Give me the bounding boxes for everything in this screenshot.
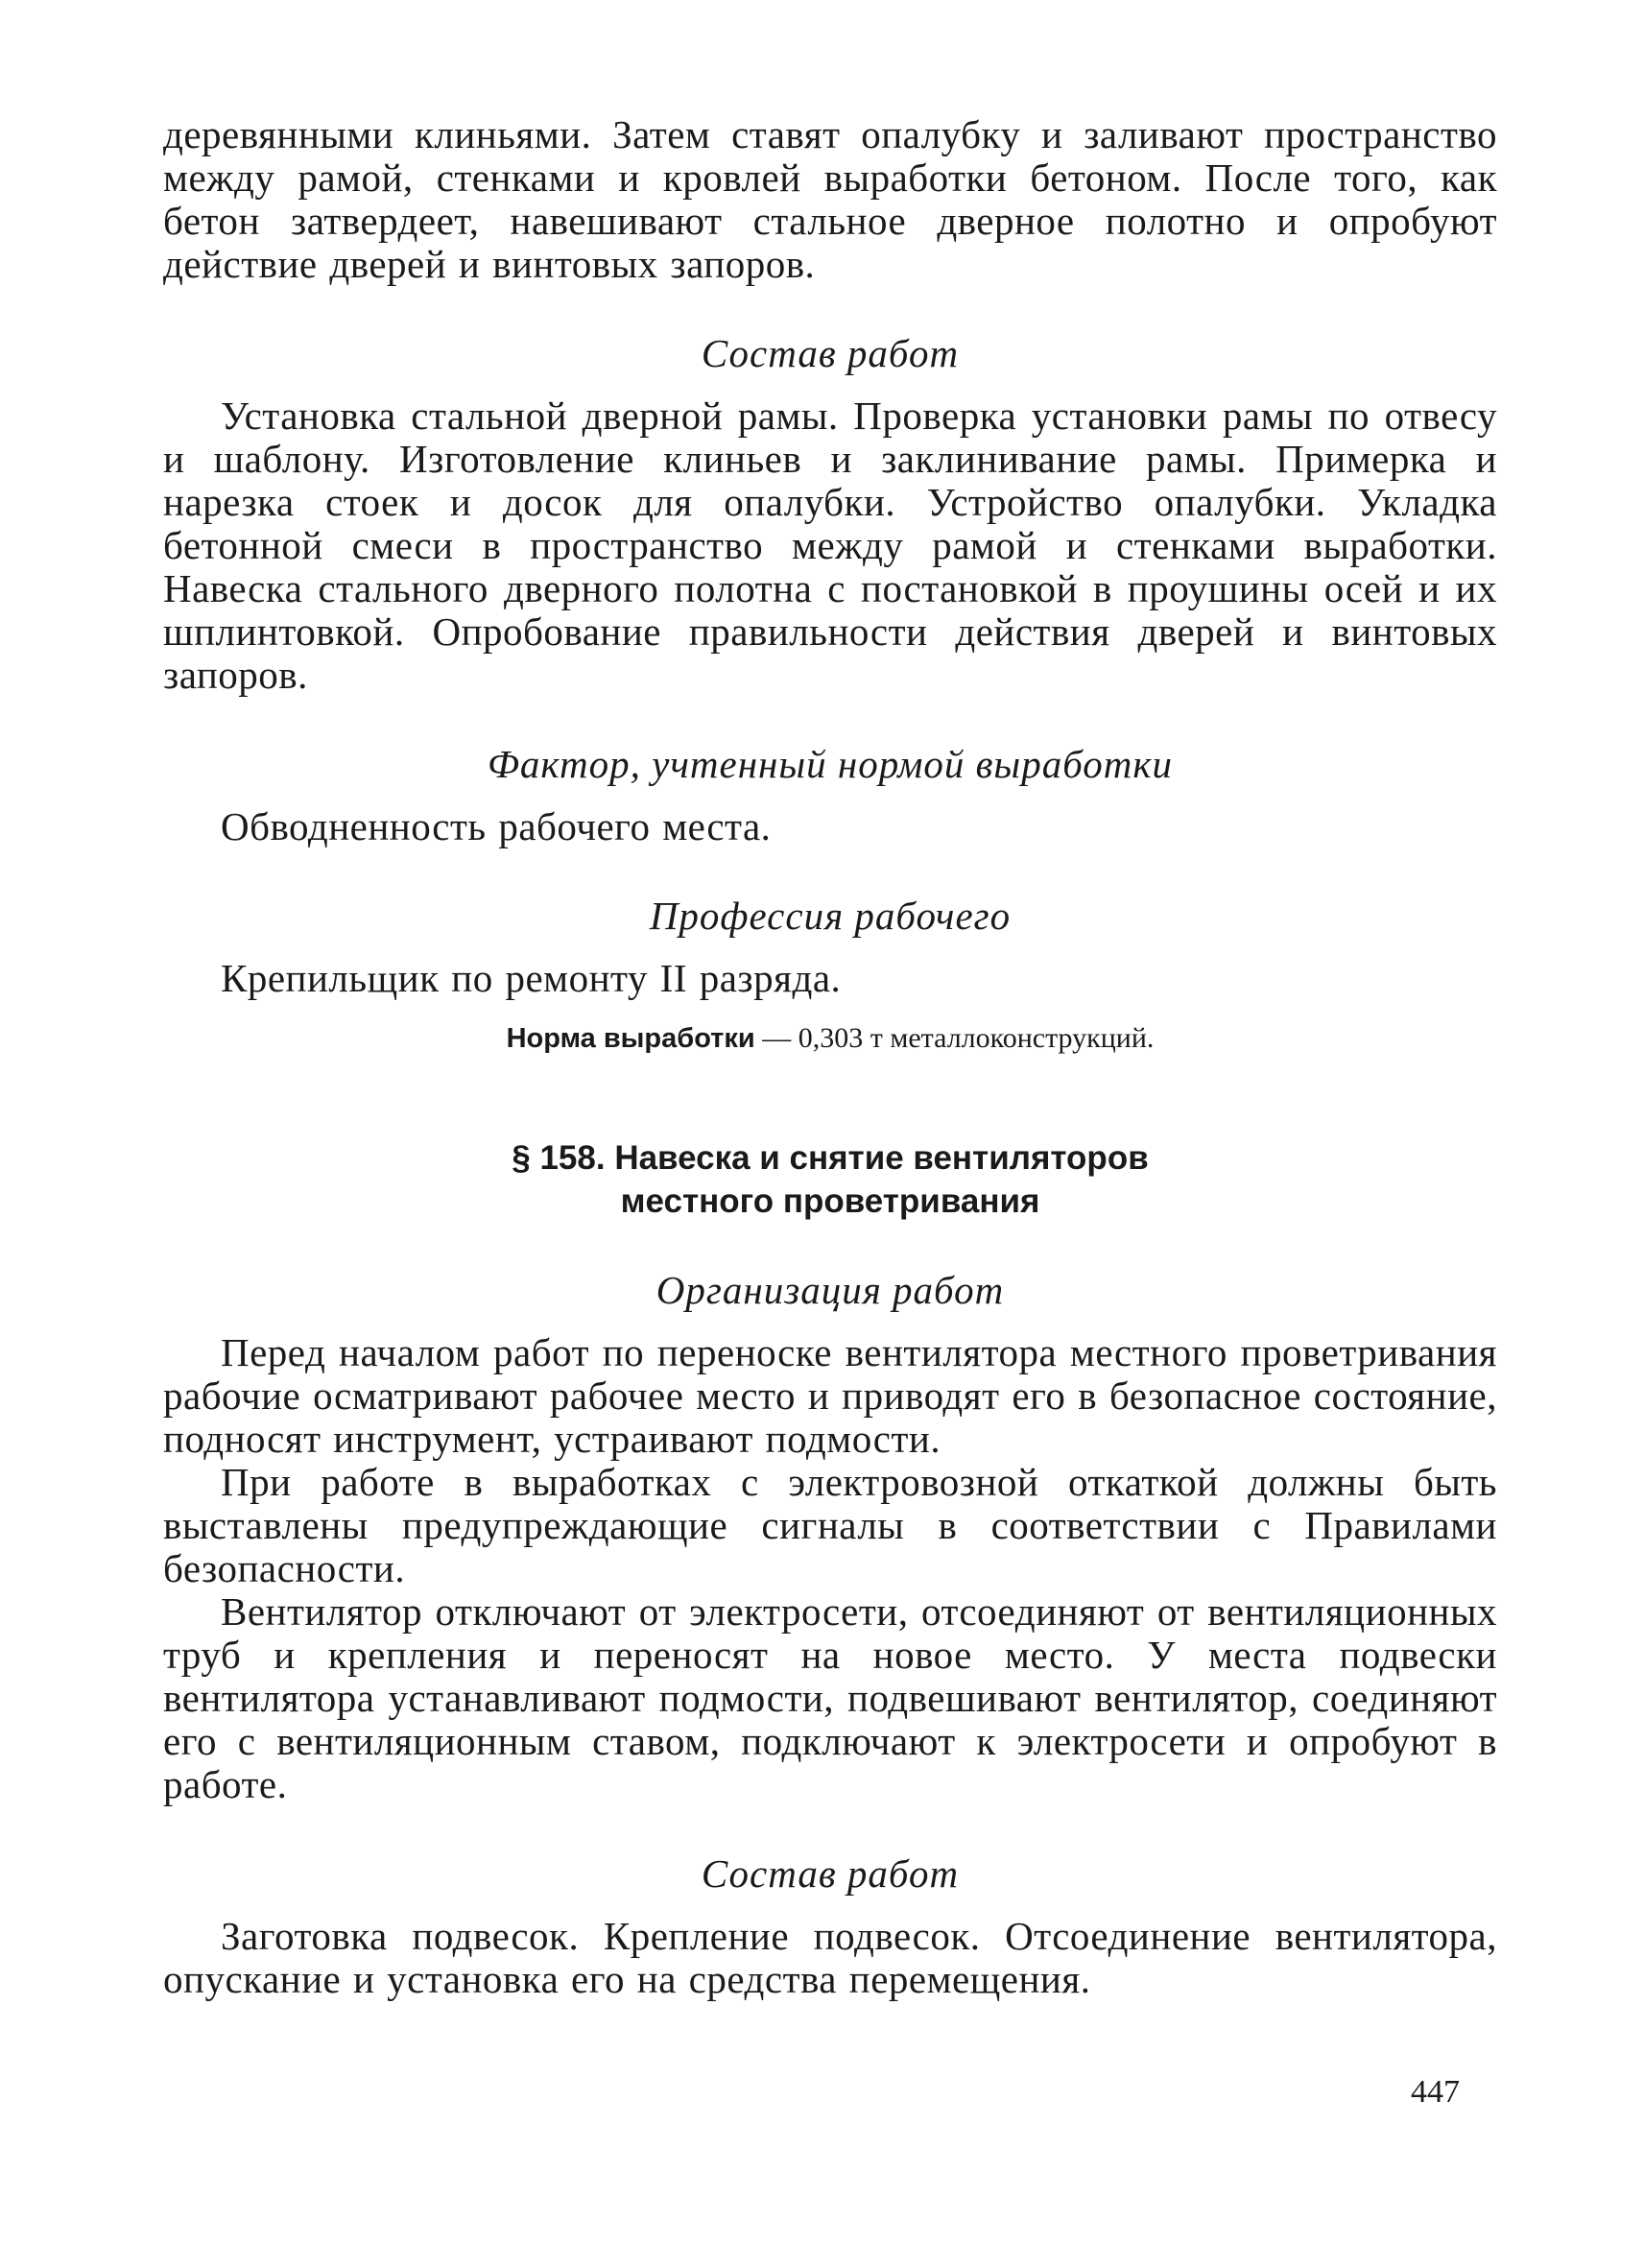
page-content (163, 113, 1497, 2001)
organization-paragraph: Вентилятор отключают от электросети, отсоединяют от вентиляционных труб и крепления и переносят на новое место. У места подвески вентилятора устанавливают подмости, подвешивают вентилятор, соединяют его с вентиляционным ставом, подключают к электросети и опробуют в работе. (163, 1589, 1497, 1806)
page-number: 447 (1411, 2074, 1460, 2110)
profession-text: Крепильщик по ремонту II разряда. (221, 956, 842, 1000)
intro-paragraph: деревянными клиньями. Затем ставят опалубку и заливают пространство между рамой, стенками и кровлей выработки бетоном. После того, как бетон затвердеет, навешивают стальное дверное полотно и опробуют действие дверей и винтовых запоров. (163, 112, 1497, 286)
section-title-line2: местного проветривания (620, 1182, 1040, 1220)
norm-label: Норма выработки (506, 1023, 755, 1054)
profession-heading: Профессия рабочего (649, 894, 1012, 938)
organization-paragraph: Перед началом работ по переноске вентилятора местного проветривания рабочие осматривают рабочее место и приводят его в безопасное состояние, подносят инструмент, устраивают подмости. (163, 1330, 1497, 1461)
production-norm (163, 1019, 1497, 1058)
composition-text-1: Установка стальной дверной рамы. Проверка установки рамы по отвесу и шаблону. Изготовление клиньев и заклинивание рамы. Примерка и нарезка стоек и досок для опалубки. Устройство опалубки. Укладка бетонной смеси в пространство между рамой и стенками выработки. Навеска стального дверного полотна с постановкой в проушины осей и их шплинтовкой. Опробование правильности действия дверей и винтовых запоров. (163, 394, 1497, 697)
organization-heading: Организация работ (655, 1268, 1005, 1312)
factor-text: Обводненность рабочего места. (221, 804, 772, 848)
factor-heading: Фактор, учтенный нормой выработки (487, 742, 1174, 786)
composition-text-2: Заготовка подвесок. Крепление подвесок. Отсоединение вентилятора, опускание и установка его на средства перемещения. (163, 1914, 1497, 2001)
composition-heading-2: Состав работ (701, 1851, 960, 1896)
section-title-line1: § 158. Навеска и снятие вентиляторов (512, 1139, 1149, 1177)
organization-paragraph: При работе в выработках с электровозной откаткой должны быть выставлены предупреждающие сигналы в соответствии с Правилами безопасности. (163, 1460, 1497, 1590)
composition-heading-1: Состав работ (701, 331, 960, 375)
norm-value: — 0,303 т металлоконструкций. (762, 1022, 1155, 1054)
